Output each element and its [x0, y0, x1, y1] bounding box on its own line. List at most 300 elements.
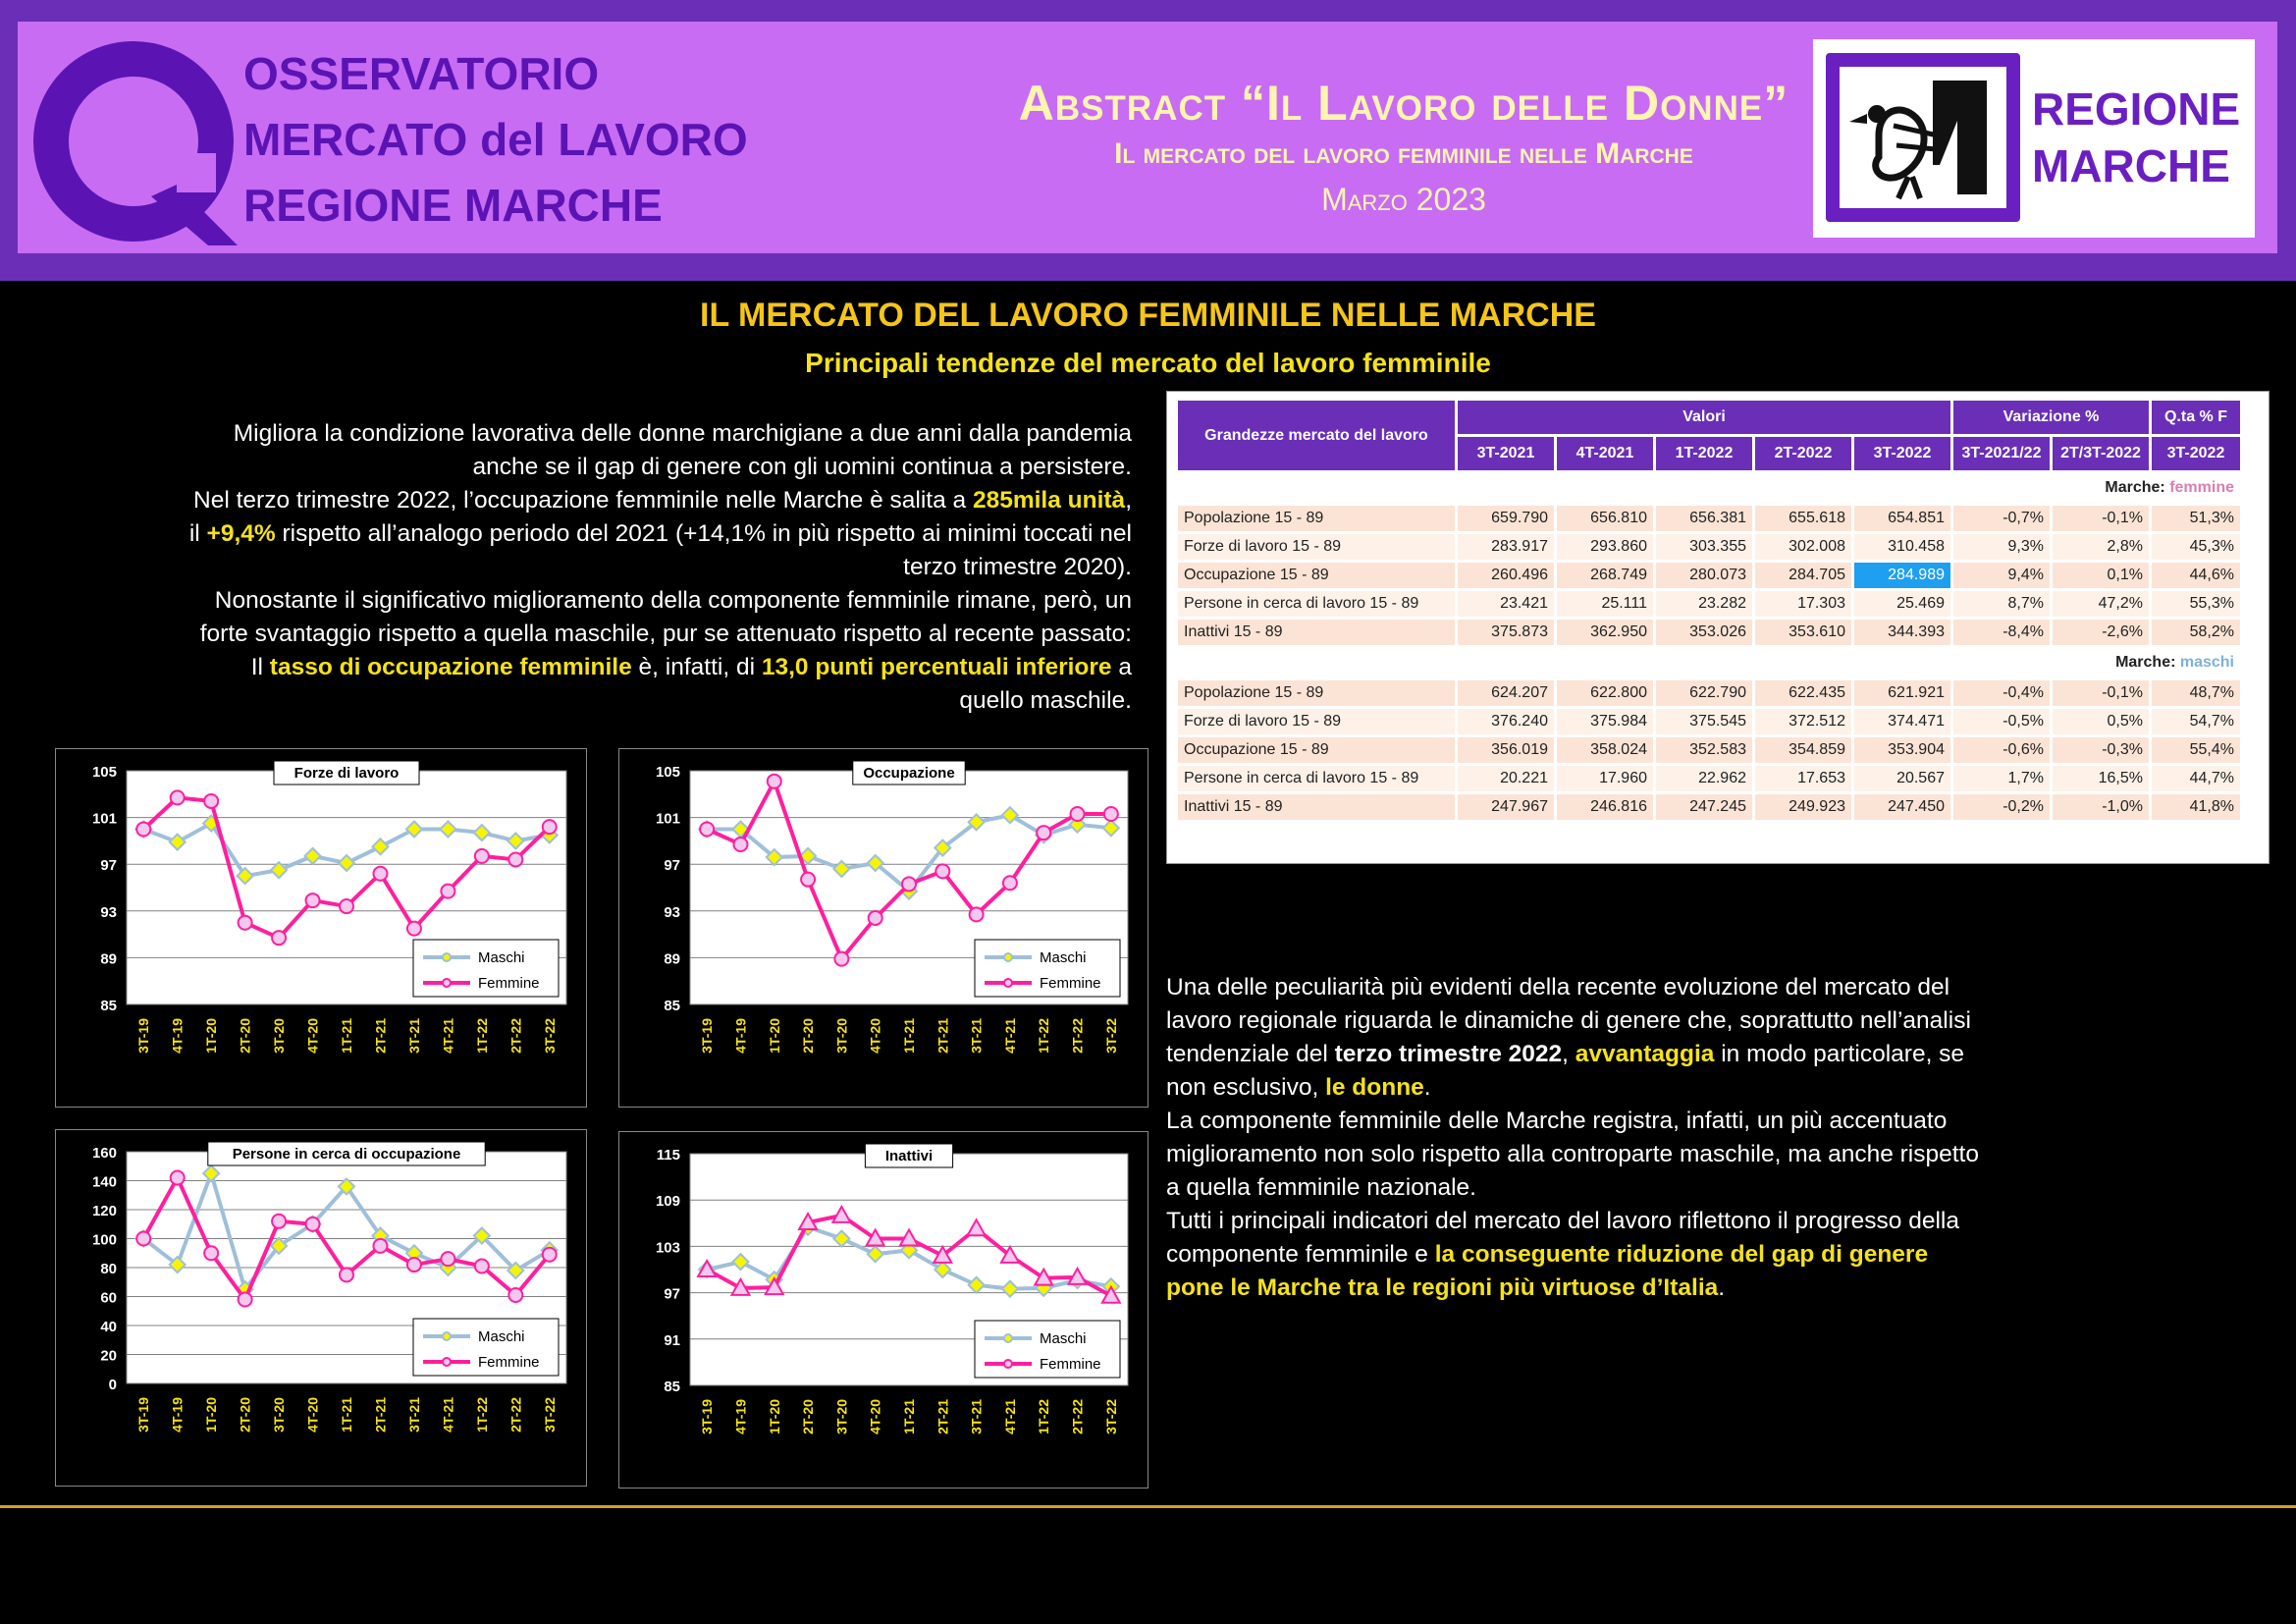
- table-header-label: Grandezze mercato del lavoro: [1178, 401, 1455, 470]
- table-cell: 375.545: [1656, 709, 1752, 734]
- x-tick-label: 4T-20: [867, 1399, 883, 1435]
- x-tick-label: 2T-22: [507, 1397, 524, 1433]
- table-cell: -0,4%: [1953, 680, 2050, 706]
- table-cell: 17.960: [1557, 766, 1653, 791]
- analysis-p1-highlight-1: avvantaggia: [1575, 1041, 1715, 1067]
- data-point-femmine: [136, 823, 150, 837]
- chart-occupazione: [618, 748, 1148, 1108]
- intro-p2-text-b: , il: [188, 487, 1132, 547]
- table-cell: 22.962: [1656, 766, 1752, 791]
- y-tick-label: 93: [664, 903, 680, 921]
- x-tick-label: 3T-20: [833, 1018, 850, 1054]
- y-tick-label: 89: [664, 950, 680, 968]
- table-cell: -0,1%: [2053, 506, 2149, 531]
- data-point-femmine: [543, 1248, 557, 1262]
- x-tick-label: 2T-22: [507, 1018, 524, 1054]
- chart-persone-in-cerca-svg: [56, 1130, 586, 1486]
- x-tick-label: 2T-20: [237, 1018, 253, 1054]
- table-cell: -0,5%: [1953, 709, 2050, 734]
- table-cell: 2,8%: [2053, 534, 2149, 560]
- x-tick-label: 4T-19: [732, 1018, 749, 1054]
- x-tick-label: 3T-19: [699, 1018, 716, 1054]
- chart-forze-di-lavoro-svg: [56, 749, 586, 1107]
- table-cell: 17.653: [1755, 766, 1851, 791]
- logo-cut: [177, 153, 216, 192]
- chart-inattivi-svg: [619, 1132, 1148, 1488]
- table-cell: 352.583: [1656, 737, 1752, 763]
- x-tick-label: 2T-20: [800, 1399, 817, 1435]
- table-cell: 353.904: [1854, 737, 1950, 763]
- y-tick-label: 89: [100, 950, 117, 968]
- table-row: [1178, 680, 2240, 706]
- table-col-header: 4T-2021: [1557, 437, 1653, 470]
- x-tick-label: 1T-22: [473, 1397, 490, 1433]
- intro-p2-highlight-2: +9,4%: [206, 520, 276, 547]
- intro-p3-text-c: a quello maschile.: [959, 654, 1132, 714]
- table-col-header: 3T-2022: [2152, 437, 2240, 470]
- logo-line-3: REGIONE MARCHE: [243, 180, 663, 231]
- y-tick-label: 80: [100, 1261, 117, 1277]
- analysis-p1-text-a: Una delle peculiarità più evidenti della recente evoluzione del mercato del lavoro regionale riguarda le dinamiche di genere che, soprattutto nell’analisi tendenziale del: [1166, 974, 1971, 1067]
- chart-forze-di-lavoro: [55, 748, 587, 1108]
- y-tick-label: 60: [100, 1289, 117, 1307]
- table-cell: 247.967: [1458, 794, 1554, 820]
- table-col-header: 2T-2022: [1755, 437, 1851, 470]
- table-cell: 654.851: [1854, 506, 1950, 531]
- intro-p3-text-a: Nonostante il significativo miglioramento della componente femminile rimane, però, un forte svantaggio rispetto a quella maschile, pur se attenuato rispetto al recente passato: Il: [199, 587, 1132, 680]
- y-tick-label: 101: [91, 810, 117, 828]
- table-cell: 0,1%: [2053, 563, 2149, 588]
- table-cell: 284.705: [1755, 563, 1851, 588]
- chart-persone-in-cerca: [55, 1129, 587, 1487]
- legend-label-femmine: Femmine: [1040, 975, 1101, 992]
- row-label: Persone in cerca di lavoro 15 - 89: [1178, 591, 1455, 617]
- table-cell: 283.917: [1458, 534, 1554, 560]
- table-cell: 358.024: [1557, 737, 1653, 763]
- logo-line-2: MERCATO del LAVORO: [243, 114, 748, 165]
- table-body: [1178, 473, 2240, 820]
- x-tick-label: 4T-19: [732, 1399, 749, 1435]
- x-tick-label: 4T-20: [304, 1397, 321, 1433]
- y-tick-label: 20: [100, 1347, 117, 1365]
- table-row: [1178, 709, 2240, 734]
- legend-label-maschi: Maschi: [1040, 1330, 1087, 1347]
- table-cell: 23.421: [1458, 591, 1554, 617]
- y-tick-label: 0: [108, 1377, 117, 1393]
- logo-line-1: OSSERVATORIO: [243, 48, 600, 99]
- table-cell: 622.800: [1557, 680, 1653, 706]
- table-col-header: 2T/3T-2022: [2053, 437, 2149, 470]
- labour-market-table: [1175, 398, 2243, 823]
- row-label: Inattivi 15 - 89: [1178, 620, 1455, 645]
- legend-label-maschi: Maschi: [478, 1328, 525, 1345]
- table-cell: 374.471: [1854, 709, 1950, 734]
- x-tick-label: 1T-21: [901, 1399, 917, 1435]
- table-cell: 55,4%: [2152, 737, 2240, 763]
- intro-p2-highlight-1: 285mila unità: [972, 487, 1126, 514]
- table-cell: -0,1%: [2053, 680, 2149, 706]
- x-tick-label: 4T-20: [867, 1018, 883, 1054]
- table-col-header: 3T-2022: [1854, 437, 1950, 470]
- x-tick-label: 4T-21: [1001, 1399, 1018, 1435]
- analysis-p3: [1166, 1205, 1981, 1305]
- table-cell: 249.923: [1755, 794, 1851, 820]
- legend-label-maschi: Maschi: [478, 949, 525, 966]
- table-cell: 624.207: [1458, 680, 1554, 706]
- x-tick-label: 1T-21: [339, 1018, 354, 1054]
- x-tick-label: 2T-20: [237, 1397, 253, 1433]
- table-cell: -8,4%: [1953, 620, 2050, 645]
- data-point-femmine: [239, 916, 252, 930]
- data-point-femmine: [1071, 807, 1085, 821]
- data-point-femmine: [204, 794, 218, 808]
- analysis-p3-text-b: .: [1718, 1274, 1726, 1301]
- section-prefix: Marche:: [2105, 479, 2170, 496]
- x-tick-label: 2T-21: [372, 1018, 389, 1054]
- chart-inattivi: [618, 1131, 1148, 1489]
- table-cell: 656.810: [1557, 506, 1653, 531]
- x-tick-label: 4T-21: [1001, 1018, 1018, 1054]
- row-label: Forze di lavoro 15 - 89: [1178, 709, 1455, 734]
- page-title: IL MERCATO DEL LAVORO FEMMINILE NELLE MARCHE: [700, 297, 1596, 334]
- regione-line-1: REGIONE: [2032, 83, 2241, 135]
- table-cell: 54,7%: [2152, 709, 2240, 734]
- table-cell: -0,6%: [1953, 737, 2050, 763]
- intro-p3-highlight-2: 13,0 punti percentuali inferiore: [761, 654, 1112, 680]
- x-tick-label: 1T-22: [1036, 1018, 1052, 1054]
- y-tick-label: 85: [664, 998, 680, 1014]
- chart-title: Forze di lavoro: [294, 765, 400, 782]
- y-tick-label: 105: [655, 764, 680, 781]
- data-point-femmine: [1037, 826, 1050, 839]
- analysis-paragraph: [1166, 971, 1981, 1305]
- table-row: [1178, 766, 2240, 791]
- data-point-femmine: [407, 1258, 421, 1272]
- table-cell: 48,7%: [2152, 680, 2240, 706]
- chart-title: Occupazione: [863, 765, 955, 782]
- legend-label-femmine: Femmine: [1040, 1356, 1101, 1373]
- data-point-femmine: [508, 1288, 522, 1302]
- row-label: Occupazione 15 - 89: [1178, 737, 1455, 763]
- x-tick-label: 4T-21: [440, 1018, 456, 1054]
- x-tick-label: 1T-21: [339, 1397, 354, 1433]
- y-tick-label: 101: [655, 810, 680, 828]
- y-tick-label: 100: [91, 1231, 117, 1249]
- x-tick-label: 3T-20: [271, 1018, 288, 1054]
- intro-p2: [187, 484, 1132, 584]
- table-row: [1178, 534, 2240, 560]
- x-tick-label: 3T-21: [968, 1018, 985, 1054]
- table-cell: 622.435: [1755, 680, 1851, 706]
- data-point-femmine: [475, 849, 489, 863]
- data-table-frame: [1166, 391, 2269, 864]
- analysis-p1-text-d: .: [1423, 1074, 1431, 1101]
- intro-p3-highlight-1: tasso di occupazione femminile: [269, 654, 632, 680]
- y-tick-label: 93: [100, 903, 117, 921]
- observatory-name: [243, 41, 832, 239]
- x-tick-label: 4T-19: [169, 1018, 186, 1054]
- table-cell: -0,7%: [1953, 506, 2050, 531]
- intro-p3: [187, 584, 1132, 718]
- table-group-valori: Valori: [1458, 401, 1950, 434]
- table-cell: 354.859: [1755, 737, 1851, 763]
- data-point-femmine: [306, 893, 320, 907]
- row-label: Persone in cerca di lavoro 15 - 89: [1178, 766, 1455, 791]
- table-row: [1178, 506, 2240, 531]
- analysis-p3-highlight: la conseguente riduzione del gap di genere pone le Marche tra le regioni più virtuose d’Italia: [1166, 1241, 1929, 1301]
- x-tick-label: 3T-19: [699, 1399, 716, 1435]
- bottom-divider: [0, 1505, 2296, 1508]
- data-point-femmine: [340, 1268, 353, 1281]
- table-row: [1178, 591, 2240, 617]
- legend-marker-femmine: [443, 1358, 451, 1366]
- table-cell: 280.073: [1656, 563, 1752, 588]
- legend-marker-maschi: [443, 1332, 451, 1340]
- data-point-femmine: [272, 1215, 286, 1228]
- table-cell: 246.816: [1557, 794, 1653, 820]
- table-cell: 268.749: [1557, 563, 1653, 588]
- section-femmine: [1178, 473, 2240, 503]
- x-tick-label: 4T-20: [304, 1018, 321, 1054]
- section-gender: maschi: [2179, 654, 2234, 671]
- chart-occupazione-svg: [619, 749, 1148, 1107]
- data-point-femmine: [441, 885, 454, 898]
- table-cell: -2,6%: [2053, 620, 2149, 645]
- x-tick-label: 3T-21: [405, 1397, 422, 1433]
- table-cell: 362.950: [1557, 620, 1653, 645]
- table-cell: 376.240: [1458, 709, 1554, 734]
- x-tick-label: 1T-22: [1036, 1399, 1052, 1435]
- y-tick-label: 85: [664, 1379, 680, 1395]
- legend-marker-maschi: [443, 953, 451, 961]
- legend-marker-maschi: [1004, 1334, 1012, 1342]
- table-cell: 9,4%: [1953, 563, 2050, 588]
- table-cell: 247.450: [1854, 794, 1950, 820]
- x-tick-label: 2T-21: [934, 1018, 951, 1054]
- table-cell: -1,0%: [2053, 794, 2149, 820]
- table-cell: 20.567: [1854, 766, 1950, 791]
- table-cell: 284.989: [1854, 563, 1950, 588]
- data-point-femmine: [1003, 876, 1017, 890]
- x-tick-label: 3T-20: [833, 1399, 850, 1435]
- y-tick-label: 40: [100, 1319, 117, 1335]
- x-tick-label: 3T-22: [541, 1397, 558, 1433]
- legend-marker-femmine: [1004, 1360, 1012, 1368]
- data-point-femmine: [136, 1232, 150, 1246]
- legend-label-maschi: Maschi: [1040, 949, 1087, 966]
- data-point-femmine: [475, 1260, 489, 1273]
- table-cell: 247.245: [1656, 794, 1752, 820]
- analysis-p3-text-a: Tutti i principali indicatori del mercato del lavoro riflettono il progresso della componente femminile e: [1166, 1208, 1959, 1268]
- chart-title: Inattivi: [884, 1148, 934, 1164]
- table-row: [1178, 620, 2240, 645]
- y-tick-label: 105: [91, 764, 117, 781]
- regione-emblem-icon: [1840, 67, 2006, 208]
- intro-p3-text-b: è, infatti, di: [631, 654, 762, 680]
- x-tick-label: 1T-22: [473, 1018, 490, 1054]
- table-col-header: 3T-2021/22: [1953, 437, 2050, 470]
- chart-title: Persone in cerca di occupazione: [232, 1146, 461, 1163]
- y-tick-label: 109: [655, 1193, 680, 1211]
- legend-label-femmine: Femmine: [478, 1354, 540, 1371]
- data-point-femmine: [733, 838, 747, 851]
- x-tick-label: 4T-19: [169, 1397, 186, 1433]
- table-cell: 25.111: [1557, 591, 1653, 617]
- x-tick-label: 1T-20: [766, 1018, 782, 1054]
- table-cell: 260.496: [1458, 563, 1554, 588]
- data-point-femmine: [970, 907, 984, 921]
- legend-marker-maschi: [1004, 953, 1012, 961]
- analysis-p2: La componente femminile delle Marche registra, infatti, un più accentuato miglioramento non solo rispetto alla controparte maschile, ma anche rispetto a quella femminile nazionale.: [1166, 1108, 1979, 1201]
- table-cell: 303.355: [1656, 534, 1752, 560]
- table-cell: 47,2%: [2053, 591, 2149, 617]
- table-row: [1178, 563, 2240, 588]
- table-cell: 51,3%: [2152, 506, 2240, 531]
- x-tick-label: 2T-21: [934, 1399, 951, 1435]
- table-group-variazione: Variazione %: [1953, 401, 2149, 434]
- data-point-femmine: [1104, 807, 1118, 821]
- x-tick-label: 2T-22: [1069, 1018, 1086, 1054]
- regione-line-2: MARCHE: [2032, 140, 2230, 191]
- table-cell: -0,2%: [1953, 794, 2050, 820]
- y-tick-label: 115: [656, 1147, 680, 1164]
- table-cell: 656.381: [1656, 506, 1752, 531]
- x-tick-label: 4T-21: [440, 1397, 456, 1433]
- observatory-logo: [29, 37, 238, 245]
- data-point-femmine: [700, 823, 714, 837]
- data-point-femmine: [441, 1252, 454, 1266]
- abstract-title: Abstract “Il Lavoro delle Donne”: [1018, 76, 1789, 131]
- data-point-femmine: [171, 790, 185, 804]
- data-point-femmine: [801, 873, 815, 887]
- table-cell: 20.221: [1458, 766, 1554, 791]
- table-cell: 372.512: [1755, 709, 1851, 734]
- intro-p2-text-a: Nel terzo trimestre 2022, l’occupazione femminile nelle Marche è salita a: [193, 487, 973, 514]
- table-cell: 344.393: [1854, 620, 1950, 645]
- section-femmine-label: [1178, 473, 2240, 503]
- table-cell: 1,7%: [1953, 766, 2050, 791]
- analysis-p1-text-c: in modo particolare, se non esclusivo,: [1166, 1041, 1965, 1101]
- table-cell: 353.026: [1656, 620, 1752, 645]
- row-label: Occupazione 15 - 89: [1178, 563, 1455, 588]
- page-subtitle: Principali tendenze del mercato del lavoro femminile: [805, 348, 1491, 378]
- table-cell: 17.303: [1755, 591, 1851, 617]
- table-row: [1178, 794, 2240, 820]
- data-point-femmine: [373, 1239, 387, 1253]
- table-cell: 0,5%: [2053, 709, 2149, 734]
- x-tick-label: 1T-20: [766, 1399, 782, 1435]
- x-tick-label: 3T-22: [541, 1018, 558, 1054]
- x-tick-label: 3T-22: [1102, 1399, 1119, 1435]
- abstract-subtitle: Il mercato del lavoro femminile nelle Marche: [1114, 137, 1693, 170]
- y-tick-label: 85: [100, 998, 117, 1014]
- abstract-date: Marzo 2023: [1321, 182, 1486, 217]
- row-label: Popolazione 15 - 89: [1178, 506, 1455, 531]
- section-maschi: [1178, 648, 2240, 677]
- y-tick-label: 91: [664, 1331, 680, 1349]
- x-tick-label: 3T-21: [405, 1018, 422, 1054]
- section-maschi-label: [1178, 648, 2240, 677]
- x-tick-label: 2T-20: [800, 1018, 817, 1054]
- data-point-femmine: [869, 911, 882, 925]
- legend-marker-femmine: [1004, 979, 1012, 987]
- data-point-femmine: [272, 931, 286, 945]
- table-cell: 45,3%: [2152, 534, 2240, 560]
- table-cell: 23.282: [1656, 591, 1752, 617]
- table-cell: 16,5%: [2053, 766, 2149, 791]
- y-tick-label: 97: [664, 1285, 680, 1303]
- x-tick-label: 1T-21: [901, 1018, 917, 1054]
- regione-name: [2032, 81, 2240, 194]
- table-cell: 621.921: [1854, 680, 1950, 706]
- table-col-header: 3T-2021: [1458, 437, 1554, 470]
- table-cell: 8,7%: [1953, 591, 2050, 617]
- x-tick-label: 3T-21: [968, 1399, 985, 1435]
- table-cell: 302.008: [1755, 534, 1851, 560]
- table-cell: 655.618: [1755, 506, 1851, 531]
- y-tick-label: 160: [91, 1145, 117, 1162]
- x-tick-label: 1T-20: [203, 1397, 220, 1433]
- table-cell: 41,8%: [2152, 794, 2240, 820]
- table-cell: 659.790: [1458, 506, 1554, 531]
- data-point-femmine: [373, 867, 387, 881]
- data-point-femmine: [508, 852, 522, 866]
- y-tick-label: 97: [100, 857, 117, 875]
- y-tick-label: 120: [91, 1203, 117, 1219]
- analysis-p1-highlight-2: le donne: [1325, 1074, 1424, 1101]
- data-point-femmine: [306, 1218, 320, 1231]
- table-cell: -0,3%: [2053, 737, 2149, 763]
- intro-p2-text-c: rispetto all’analogo periodo del 2021 (+14,1% in più rispetto ai minimi toccati nel terzo trimestre 2020).: [275, 520, 1132, 580]
- table-col-header: 1T-2022: [1656, 437, 1752, 470]
- table-cell: 9,3%: [1953, 534, 2050, 560]
- table-row: [1178, 737, 2240, 763]
- table-cell: 55,3%: [2152, 591, 2240, 617]
- x-tick-label: 2T-21: [372, 1397, 389, 1433]
- x-tick-label: 3T-19: [135, 1018, 152, 1054]
- data-point-femmine: [407, 922, 421, 936]
- table-cell: 44,6%: [2152, 563, 2240, 588]
- table-cell: 310.458: [1854, 534, 1950, 560]
- data-point-femmine: [935, 864, 949, 878]
- y-tick-label: 140: [91, 1173, 117, 1191]
- table-cell: 375.984: [1557, 709, 1653, 734]
- x-tick-label: 1T-20: [203, 1018, 220, 1054]
- table-cell: 58,2%: [2152, 620, 2240, 645]
- x-tick-label: 3T-20: [271, 1397, 288, 1433]
- analysis-p1-bold: terzo trimestre 2022: [1334, 1041, 1563, 1067]
- row-label: Popolazione 15 - 89: [1178, 680, 1455, 706]
- row-label: Inattivi 15 - 89: [1178, 794, 1455, 820]
- table-cell: 25.469: [1854, 591, 1950, 617]
- legend-marker-femmine: [443, 979, 451, 987]
- data-point-femmine: [543, 820, 557, 834]
- data-point-femmine: [340, 899, 353, 913]
- table-cell: 353.610: [1755, 620, 1851, 645]
- x-tick-label: 2T-22: [1069, 1399, 1086, 1435]
- table-cell: 356.019: [1458, 737, 1554, 763]
- analysis-p1: [1166, 971, 1981, 1105]
- row-label: Forze di lavoro 15 - 89: [1178, 534, 1455, 560]
- data-point-femmine: [171, 1171, 185, 1185]
- y-tick-label: 103: [655, 1239, 680, 1257]
- x-tick-label: 3T-19: [135, 1397, 152, 1433]
- data-point-femmine: [768, 775, 781, 788]
- section-prefix: Marche:: [2115, 654, 2180, 671]
- x-tick-label: 3T-22: [1102, 1018, 1119, 1054]
- data-point-femmine: [834, 952, 848, 966]
- analysis-p1-text-b: ,: [1562, 1041, 1575, 1067]
